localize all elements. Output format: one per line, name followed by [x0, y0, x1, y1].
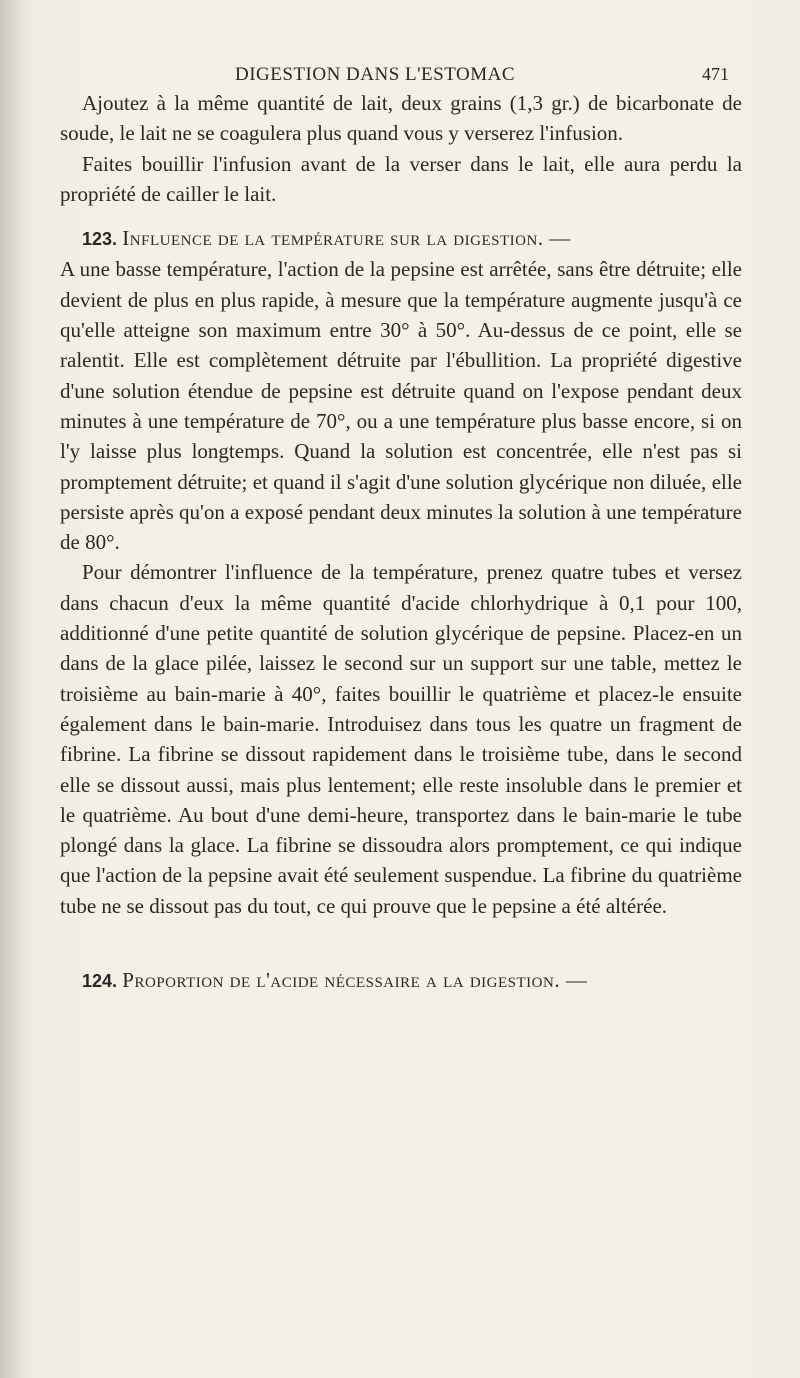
body-text	[60, 88, 742, 996]
running-head: DIGESTION DANS L'ESTOMAC	[234, 64, 516, 85]
section-number: 123.	[82, 229, 118, 250]
paragraph: Faites bouillir l'infusion avant de la verser dans le lait, elle aura perdu la propriété de cailler le lait.	[60, 151, 742, 206]
section-title: Proportion de l'acide nécessaire a la digestion. —	[122, 968, 588, 993]
gutter-shadow	[0, 0, 28, 1378]
section-heading-123	[60, 223, 742, 254]
section-title: Influence de la température sur la digestion. —	[122, 226, 571, 251]
paragraph: Pour démontrer l'influence de la température, prenez quatre tubes et versez dans chacun d'eux la même quantité d'acide chlorhydrique à 0,1 pour 100, additionné d'une petite quantité de solution glycérique de pepsine. Placez-en un dans de la glace pilée, laissez le second sur un support sur une table, mettez le troisième au bain-marie à 40°, faites bouillir le quatrième et placez-le ensuite également dans le bain-marie. Introduisez dans tous les quatre un fragment de fibrine. La fibrine se dissout rapidement dans le troisième tube, dans le second elle se dissout aussi, mais plus lentement; elle reste insoluble dans le premier et le quatrième. Au bout d'une demi-heure, transportez dans le bain-marie le tube plongé dans la glace. La fibrine se dissoudra alors promptement, ce qui indique que l'action de la pepsine avait été seulement suspendue. La fibrine du quatrième tube ne se dissout pas du tout, ce qui prouve que le pepsine a été altérée.	[60, 560, 742, 918]
paragraph: Ajoutez à la même quantité de lait, deux grains (1,3 gr.) de bicarbonate de soude, le lait ne se coagulera plus quand vous y verserez l'infusion.	[60, 91, 742, 146]
section-heading-124	[60, 965, 742, 996]
paragraph: A une basse température, l'action de la pepsine est arrêtée, sans être détruite; elle devient de plus en plus rapide, à mesure que la température augmente jusqu'à ce qu'elle atteigne son maximum entre 30° à 50°. Au-dessus de ce point, elle se ralentit. Elle est complètement détruite par l'ébullition. La propriété digestive d'une solution étendue de pepsine est détruite quand on l'expose pendant deux minutes à une température de 70°, ou a une température plus basse encore, si on l'y laisse plus longtemps. Quand la solution est concentrée, elle n'est pas si promptement détruite; et quand il s'agit d'une solution glycérique non diluée, elle persiste après qu'on a exposé pendant deux minutes la solution à une température de 80°.	[60, 257, 742, 555]
page-number: 471	[702, 64, 729, 84]
section-number: 124.	[82, 971, 118, 992]
